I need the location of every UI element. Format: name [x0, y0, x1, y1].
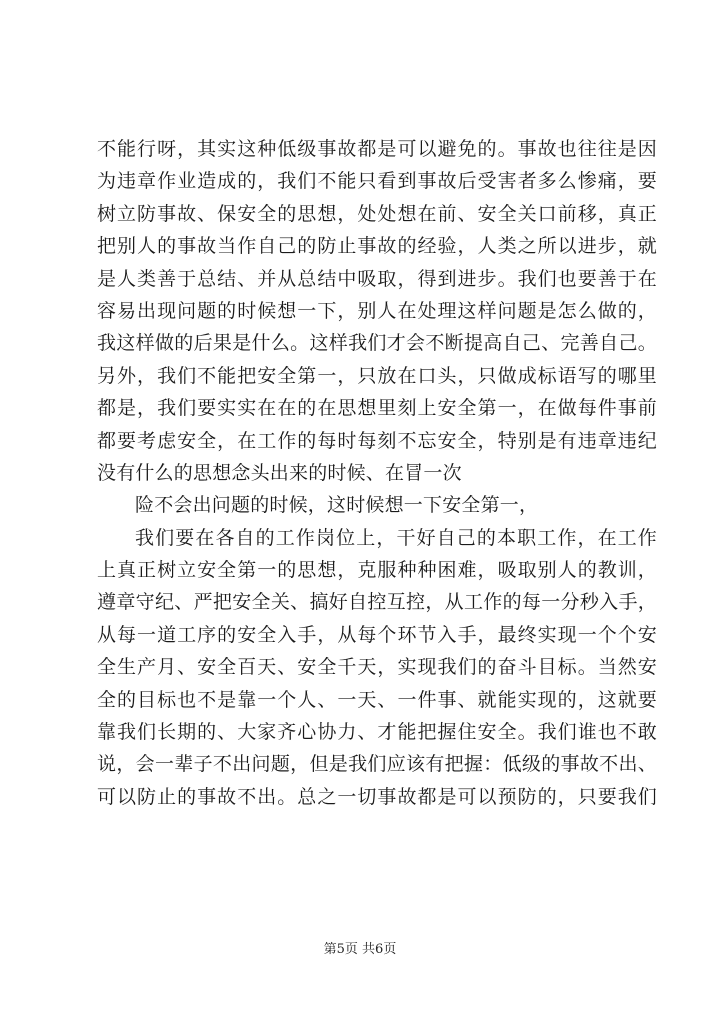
page-number-footer: 第5页 共6页: [323, 942, 397, 957]
text-line: 从每一道工序的安全入手，从每个环节入手，最终实现一个个安: [97, 623, 657, 646]
text-line: 不能行呀，其实这种低级事故都是可以避免的。事故也往往是因: [97, 138, 657, 160]
text-line: 树立防事故、保安全的思想，处处想在前、安全关口前移，真正: [97, 202, 657, 225]
text-line: 可以防止的事故不出。总之一切事故都是可以预防的，只要我们: [97, 785, 657, 808]
text-line: 全生产月、安全百天、安全千天，实现我们的奋斗目标。当然安: [97, 656, 657, 679]
text-line: 为违章作业造成的，我们不能只看到事故后受害者多么惨痛，要: [97, 170, 657, 193]
text-line: 靠我们长期的、大家齐心协力、才能把握住安全。我们谁也不敢: [97, 721, 657, 744]
text-line: 我们要在各自的工作岗位上，干好自己的本职工作，在工作: [135, 526, 657, 549]
text-line: 遵章守纪、严把安全关、搞好自控互控，从工作的每一分秒入手，: [97, 591, 657, 614]
text-line: 没有什么的思想念头出来的时候、在冒一次: [97, 461, 462, 484]
text-line: 全的目标也不是靠一个人、一天、一件事、就能实现的，这就要: [97, 688, 657, 711]
body-text: [97, 133, 657, 813]
text-line: 说，会一辈子不出问题，但是我们应该有把握：低级的事故不出、: [97, 753, 657, 776]
text-line: 另外，我们不能把安全第一，只放在口头，只做成标语写的哪里: [97, 364, 657, 387]
text-line: 是人类善于总结、并从总结中吸取，得到进步。我们也要善于在: [97, 267, 657, 290]
text-line: 我这样做的后果是什么。这样我们才会不断提高自己、完善自己。: [97, 332, 657, 355]
text-line: 都要考虑安全，在工作的每时每刻不忘安全，特别是有违章违纪: [97, 429, 657, 452]
text-line: 险不会出问题的时候，这时候想一下安全第一，: [135, 494, 539, 517]
text-line: 上真正树立安全第一的思想，克服种种困难，吸取别人的教训，: [97, 559, 657, 582]
text-line: 把别人的事故当作自己的防止事故的经验，人类之所以进步，就: [97, 235, 657, 258]
text-line: 都是，我们要实实在在的在思想里刻上安全第一，在做每件事前: [97, 397, 657, 420]
text-line: 容易出现问题的时候想一下，别人在处理这样问题是怎么做的，: [97, 299, 657, 322]
